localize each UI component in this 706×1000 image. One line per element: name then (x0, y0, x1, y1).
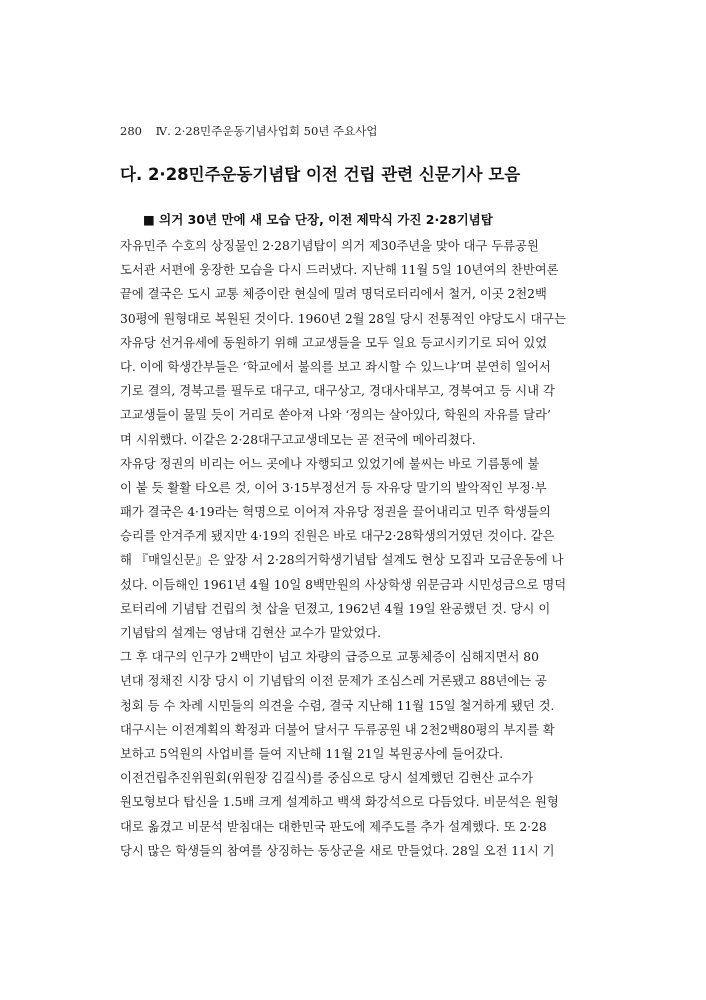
text-line: 청회 등 수 차례 시민들의 의견을 수렴, 결국 지난해 11월 15일 철거하게 됐던 것. (120, 698, 555, 713)
article-heading: ■ 의거 30년 만에 새 모습 단장, 이전 제막식 가진 2·28기념탑 (143, 212, 493, 227)
text-line: 이 붙 듯 활활 타오른 것, 이어 3·15부정선거 등 자유당 말기의 발악적인 부정·부 (120, 480, 547, 495)
text-line: 해 『매일신문』은 앞장 서 2·28의거학생기념탑 설계도 현상 모집과 모금운동에 나 (120, 553, 564, 568)
text-line: 보하고 5억원의 사업비를 들여 지난해 11월 21일 복원공사에 들어갔다. (120, 746, 504, 761)
article-paragraph (120, 766, 588, 863)
text-line: 다. 이에 학생간부들은 ‘학교에서 불의를 보고 좌시할 수 있느냐’며 분연히 일어서 (120, 359, 551, 374)
section-title: 다. 2·28민주운동기념탑 이전 건립 관련 신문기사 모음 (120, 165, 521, 184)
text-line: 이전건립추진위원회(위원장 김길식)를 중심으로 당시 설계했던 김현산 교수가 (120, 771, 534, 786)
page-number: 280 (120, 124, 142, 138)
text-line: 패가 결국은 4·19라는 혁명으로 이어져 자유당 정권을 끌어내리고 민주 학생들의 (120, 505, 551, 520)
text-line: 그 후 대구의 인구가 2백만이 넘고 차량의 급증으로 교통체증이 심해지면서 80 (120, 650, 539, 665)
article-paragraph (120, 645, 588, 766)
text-line: 승리를 안겨주게 됐지만 4·19의 진원은 바로 대구2·28학생의거였던 것이다. 같은 (120, 529, 555, 544)
text-line: 자유당 선거유세에 동원하기 위해 고교생들을 모두 일요 등교시키기로 되어 있었 (120, 335, 548, 350)
text-line: 자유민주 수호의 상징물인 2·28기념탑이 의거 제30주년을 맞아 대구 두류공원 (120, 239, 539, 253)
text-line: 로터리에 기념탑 건립의 첫 삽을 던졌고, 1962년 4월 19일 완공했던 것. 당시 이 (120, 601, 551, 616)
page-header (120, 123, 377, 139)
text-line: 도서관 서편에 웅장한 모습을 다시 드러냈다. 지난해 11월 5일 10년여의 찬반여론 (120, 263, 559, 278)
text-line: 년대 정채진 시장 당시 이 기념탑의 이전 문제가 조심스레 거론됐고 88년에는 공 (120, 674, 547, 689)
article-body (120, 234, 588, 863)
text-line: 당시 많은 학생들의 참여를 상징하는 동상군을 새로 만들었다. 28일 오전 11시 기 (120, 843, 555, 858)
article-paragraph (120, 234, 588, 452)
text-line: 기념탑의 설계는 영남대 김현산 교수가 맡았었다. (120, 626, 382, 640)
text-line: 원모형보다 탑신을 1.5배 크게 설계하고 백색 화강석으로 다듬었다. 비문석은 원형 (120, 795, 559, 810)
text-line: 섰다. 이듬해인 1961년 4월 10일 8백만원의 사상학생 위문금과 시민성금으로 명덕 (120, 577, 567, 592)
article-paragraph (120, 452, 588, 646)
text-line: 며 시위했다. 이같은 2·28대구고교생데모는 곧 전국에 메아리쳤다. (120, 432, 476, 447)
text-line: 30평에 원형대로 복원된 것이다. 1960년 2월 28일 당시 전통적인 야당도시 대구는 (120, 311, 567, 326)
text-line: 자유당 정권의 비리는 어느 곳에나 자행되고 있었기에 불씨는 바로 기름통에 불 (120, 456, 540, 471)
text-line: 기로 결의, 경북고를 필두로 대구고, 대구상고, 경대사대부고, 경북여고 등 시내 각 (120, 384, 555, 399)
text-line: 끝에 결국은 도시 교통 체증이란 현실에 밀려 명덕로터리에서 철거, 이곳 2천2백 (120, 287, 547, 302)
text-line: 고교생들이 물밀 듯이 거리로 쏟아져 나와 ‘정의는 살아있다, 학원의 자유를 달라’ (120, 408, 551, 423)
running-chapter-title: Ⅳ. 2·28민주운동기념사업회 50년 주요사업 (155, 124, 378, 138)
text-line: 대로 옮겼고 비문석 받침대는 대한민국 판도에 제주도를 추가 설계했다. 또 2·28 (120, 819, 547, 834)
text-line: 대구시는 이전계획의 확정과 더불어 달서구 두류공원 내 2천2백80평의 부지를 확 (120, 722, 555, 737)
